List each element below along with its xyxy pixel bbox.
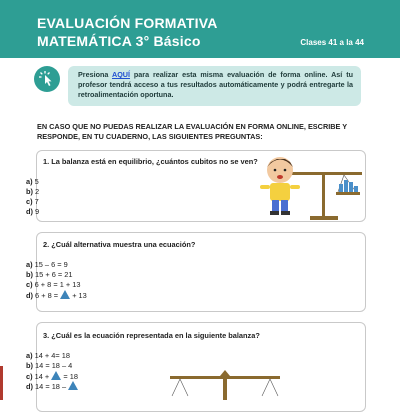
online-link[interactable]: AQUÍ — [112, 70, 130, 79]
option-text-post: = 18 — [63, 372, 78, 381]
instructions: EN CASO QUE NO PUEDAS REALIZAR LA EVALUACIÓN EN FORMA ONLINE, ESCRIBE Y RESPONDE, EN TU CUADERNO, LAS SIGUIENTES PREGUNTAS: — [37, 122, 348, 141]
q3-option-b[interactable] — [26, 361, 72, 370]
option-text: 9 — [35, 207, 40, 216]
option-text-pre: 14 + — [34, 372, 50, 381]
option-letter: c) — [26, 197, 33, 206]
q1-option-d[interactable] — [26, 207, 39, 216]
classes-label: Clases 41 a la 44 — [300, 38, 364, 47]
q2-option-a[interactable] — [26, 260, 68, 269]
q2-option-b[interactable] — [26, 270, 72, 279]
notice-pre: Presiona — [78, 70, 113, 79]
balance-child-illustration — [250, 150, 370, 222]
question-3-text: 3. ¿Cuál es la ecuación representada en la siguiente balanza? — [43, 331, 260, 340]
option-letter: a) — [26, 260, 33, 269]
page-header — [0, 0, 400, 58]
option-text: 6 + 8 = 1 + 13 — [34, 280, 81, 289]
option-text: 15 + 6 = 21 — [35, 270, 73, 279]
q1-option-a[interactable] — [26, 177, 39, 186]
option-text-pre: 6 + 8 = — [35, 291, 59, 300]
question-2-text: 2. ¿Cuál alternativa muestra una ecuación? — [43, 240, 196, 249]
option-text-post: + 13 — [72, 291, 87, 300]
triangle-icon — [68, 381, 78, 390]
option-letter: a) — [26, 351, 33, 360]
option-text: 2 — [35, 187, 40, 196]
notice-post: para realizar esta misma evaluación de forma online. Así tu profesor tendrá acceso a tus resultados automáticamente y podrá entregarte la retroalimentación oportuna. — [78, 70, 353, 99]
online-notice — [68, 66, 361, 106]
option-text-pre: 14 = 18 – — [35, 382, 67, 391]
title-line-2: MATEMÁTICA 3° Básico — [37, 33, 201, 49]
q3-option-d[interactable] — [26, 381, 78, 391]
option-letter: b) — [26, 270, 33, 279]
option-letter: c) — [26, 280, 33, 289]
option-text: 7 — [34, 197, 39, 206]
title-line-1: EVALUACIÓN FORMATIVA — [37, 15, 218, 31]
question-2-box — [36, 232, 366, 312]
q1-option-c[interactable] — [26, 197, 39, 206]
option-letter: a) — [26, 177, 33, 186]
q1-option-b[interactable] — [26, 187, 39, 196]
option-letter: d) — [26, 207, 33, 216]
option-letter: b) — [26, 187, 33, 196]
option-letter: c) — [26, 372, 33, 381]
q2-option-d[interactable] — [26, 290, 87, 300]
question-1-text: 1. La balanza está en equilibrio, ¿cuántos cubitos no se ven? — [43, 157, 258, 166]
option-letter: d) — [26, 291, 33, 300]
q3-option-a[interactable] — [26, 351, 70, 360]
balance-scale-illustration — [160, 366, 290, 400]
triangle-icon — [51, 371, 61, 380]
tap-icon — [34, 66, 60, 92]
q2-option-c[interactable] — [26, 280, 80, 289]
triangle-icon — [60, 290, 70, 299]
option-letter: d) — [26, 382, 33, 391]
option-text: 5 — [34, 177, 39, 186]
option-text: 14 = 18 – 4 — [35, 361, 73, 370]
option-letter: b) — [26, 361, 33, 370]
q3-option-c[interactable] — [26, 371, 78, 381]
option-text: 15 – 6 = 9 — [34, 260, 68, 269]
page-edge-mark — [0, 366, 3, 400]
option-text: 14 + 4= 18 — [34, 351, 70, 360]
